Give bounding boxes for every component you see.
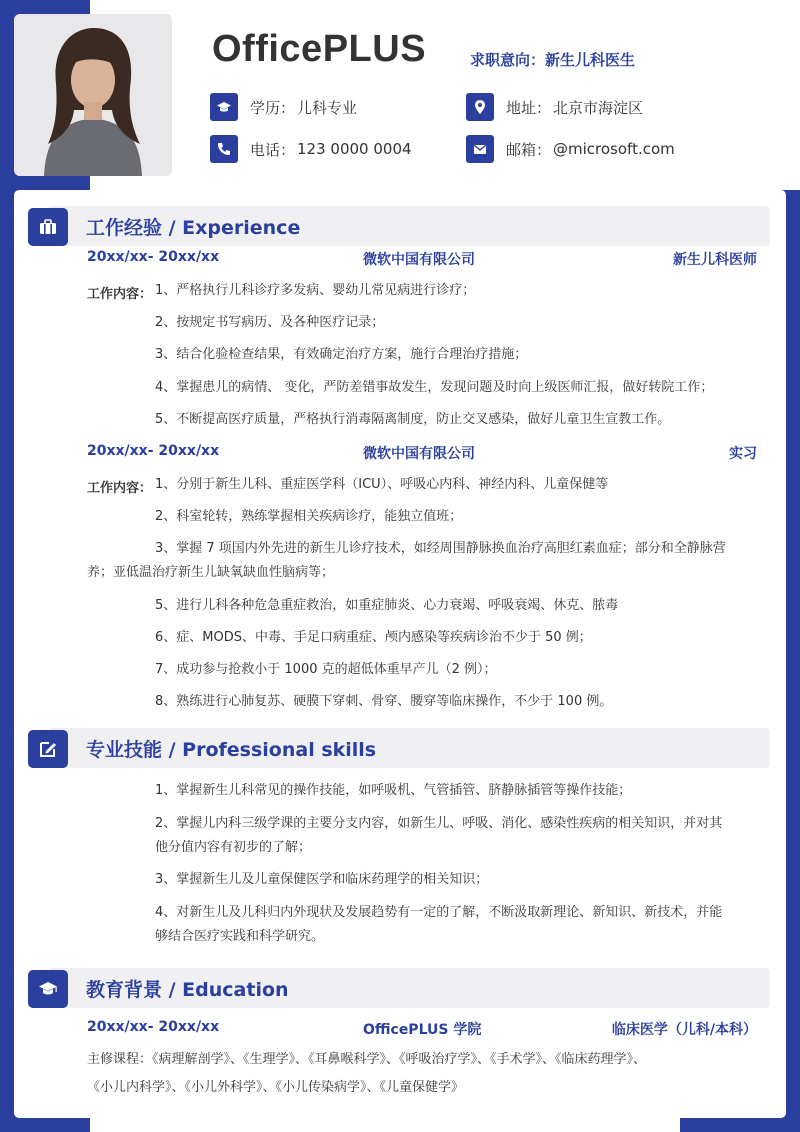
skill-item: 4、对新生儿及儿科归内外现状及发展趋势有一定的了解，不断汲取新理论、新知识、新技术，并能 — [155, 905, 723, 920]
skill-item: 够结合医疗实践和科学研究。 — [155, 929, 325, 944]
skills-section-header — [28, 728, 770, 768]
job-duty-item: 5、进行儿科各种危急重症救治，如重症肺炎、心力衰竭、呼吸衰竭、休克、脓毒 — [155, 598, 619, 613]
education-school: OfficePLUS 学院 — [363, 1022, 482, 1038]
skills-title: 专业技能 / Professional skills — [86, 739, 377, 761]
briefcase-icon — [28, 208, 68, 246]
edit-pencil-icon — [28, 730, 68, 768]
address-info — [466, 93, 643, 121]
job-duty-item: 2、按规定书写病历、及各种医疗记录； — [155, 315, 385, 330]
location-pin-icon — [466, 93, 494, 121]
job-1-meta — [87, 249, 757, 269]
education-label: 学历： — [250, 98, 296, 117]
job-duty-item: 5、不断提高医疗质量，严格执行消毒隔离制度，防止交叉感染，做好儿童卫生宣教工作。 — [155, 412, 671, 427]
skill-item: 3、掌握新生儿及儿童保健医学和临床药理学的相关知识； — [155, 872, 489, 887]
job-duty-item: 6、症、MODS、中毒、手足口病重症、颅内感染等疾病诊治不少于 50 例； — [155, 630, 592, 645]
envelope-icon — [466, 135, 494, 163]
job-role: 实习 — [729, 446, 757, 462]
phone-label: 电话： — [250, 140, 296, 159]
job-duty-item: 7、成功参与抢救小于 1000 克的超低体重早产儿（2 例）； — [155, 662, 497, 677]
email-label: 邮箱： — [506, 140, 552, 159]
job-period: 20xx/xx- 20xx/xx — [87, 249, 220, 265]
education-major: 临床医学（儿科/本科） — [611, 1022, 757, 1038]
job-duty-item: 养；亚低温治疗新生儿缺氧缺血性脑病等； — [87, 565, 335, 580]
job-duty-item: 2、科室轮转，熟练掌握相关疾病诊疗，能独立值班； — [155, 509, 463, 524]
skill-item: 2、掌握儿内科三级学课的主要分支内容，如新生儿、呼吸、消化、感染性疾病的相关知识，并对其 — [155, 816, 723, 831]
job-content-label: 工作内容： — [87, 481, 153, 496]
job-duty-item: 8、熟练进行心肺复苏、硬膜下穿刺、骨穿、腰穿等临床操作，不少于 100 例。 — [155, 694, 613, 709]
address-value: 北京市海淀区 — [553, 98, 644, 117]
job-period: 20xx/xx- 20xx/xx — [87, 443, 220, 459]
profile-photo — [14, 14, 172, 176]
job-role: 新生儿科医师 — [673, 252, 757, 268]
job-company: 微软中国有限公司 — [363, 446, 475, 462]
job-duty-item: 3、结合化验检查结果，有效确定治疗方案，施行合理治疗措施； — [155, 347, 528, 362]
job-duty-item: 4、掌握患儿的病情、 变化，严防差错事故发生，发现问题及时向上级医师汇报，做好转院工作； — [155, 380, 714, 395]
education-title: 教育背景 / Education — [86, 979, 289, 1001]
education-info — [210, 93, 357, 121]
education-courses-line: 《小儿内科学》、《小儿外科学》、《小儿传染病学》、《儿童保健学》 — [87, 1080, 465, 1095]
education-courses-line: 主修课程：《病理解剖学》、《生理学》、《耳鼻喉科学》、《呼吸治疗学》、《手术学》、《临床药理学》、 — [87, 1052, 647, 1067]
graduation-cap-icon — [28, 970, 68, 1008]
education-period: 20xx/xx- 20xx/xx — [87, 1019, 220, 1035]
email-info — [466, 135, 675, 163]
job-duty-item: 3、掌握 7 项国内外先进的新生儿诊疗技术，如经周围静脉换血治疗高胆红素血症；部分和全静脉营 — [155, 541, 726, 556]
phone-value: 123 0000 0004 — [297, 140, 412, 158]
phone-icon — [210, 135, 238, 163]
header-background — [90, 0, 800, 190]
job-intent: 求职意向：新生儿科医生 — [470, 51, 636, 69]
job-duty-item: 1、严格执行儿科诊疗多发病、婴幼儿常见病进行诊疗； — [155, 283, 476, 298]
education-value: 儿科专业 — [297, 98, 358, 117]
job-duty-item: 1、分别于新生儿科、重症医学科（ICU）、呼吸心内科、神经内科、儿童保健等 — [155, 477, 609, 492]
skill-item: 1、掌握新生儿科常见的操作技能，如呼吸机、气管插管、脐静脉插管等操作技能； — [155, 783, 632, 798]
skill-item: 他分值内容有初步的了解； — [155, 840, 312, 855]
job-2-meta — [87, 443, 757, 463]
graduation-cap-icon — [210, 93, 238, 121]
job-company: 微软中国有限公司 — [363, 252, 475, 268]
email-value: @microsoft.com — [553, 140, 675, 158]
applicant-name: OfficePLUS — [212, 28, 427, 70]
experience-section-header — [28, 206, 770, 246]
experience-title: 工作经验 / Experience — [86, 217, 301, 239]
address-label: 地址： — [506, 98, 552, 117]
education-section-header — [28, 968, 770, 1008]
phone-info — [210, 135, 412, 163]
education-meta — [87, 1019, 757, 1039]
job-content-label: 工作内容： — [87, 287, 153, 302]
